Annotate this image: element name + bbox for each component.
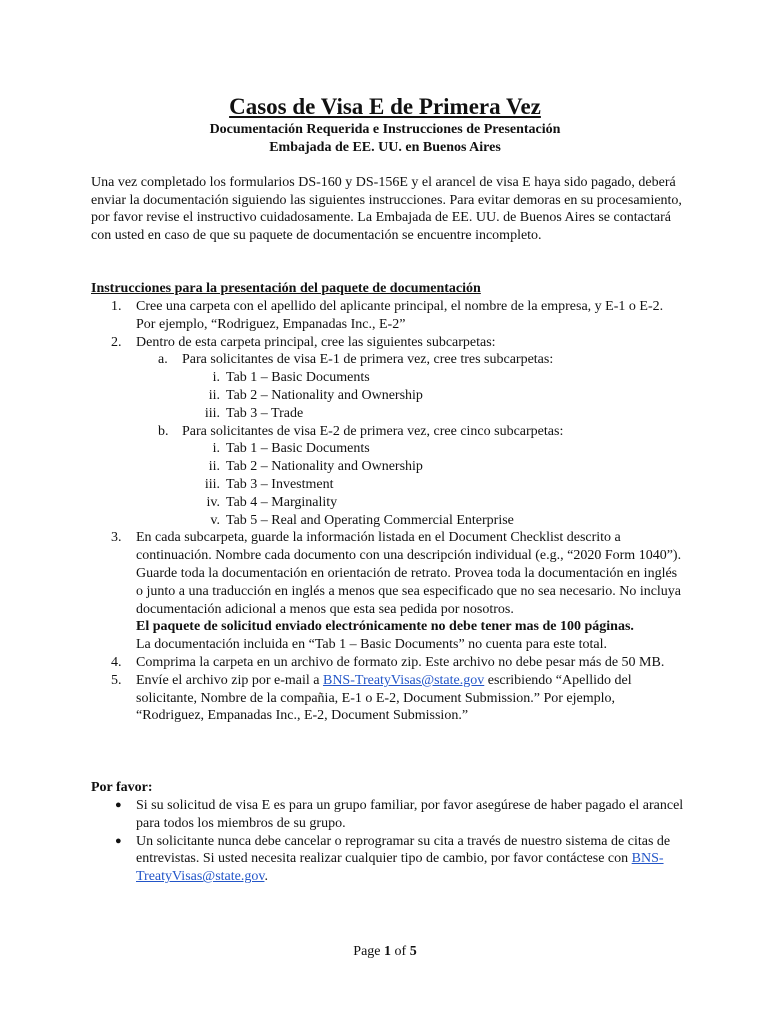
tab-numeral: iii.: [204, 405, 220, 421]
instructions-list: [111, 298, 686, 725]
email-link[interactable]: BNS-TreatyVisas@state.gov: [136, 851, 664, 885]
step-text: Comprima la carpeta en un archivo de formato zip. Este archivo no debe pesar más de 50 MB.: [136, 654, 665, 670]
page-number: 1: [384, 944, 392, 959]
notes-heading: Por favor:: [91, 780, 153, 795]
tab-item: [212, 440, 686, 458]
tab-numeral: iii.: [204, 476, 220, 492]
substep-letter: a.: [158, 352, 168, 368]
bullet-icon: ●: [115, 834, 122, 847]
tab-item: [210, 512, 686, 530]
note-item: [115, 797, 686, 833]
step-number: 4.: [111, 654, 122, 670]
tab-item: [204, 476, 686, 494]
tab-numeral: iv.: [206, 494, 220, 510]
step-5: [111, 672, 686, 725]
tab-item: [208, 458, 686, 476]
tab-item: [204, 405, 686, 423]
page-label: Page: [353, 944, 381, 959]
page-limit-warning: El paquete de solicitud enviado electrónicamente no debe tener mas de 100 páginas.: [136, 619, 634, 635]
step-text-continued: escribiendo “Apellido del solicitante, Nombre de la compañia, E-1 o E-2, Document Submission.” Por ejemplo, “Rodriguez, Empanadas Inc., E-2, Document Submission.”: [136, 672, 632, 724]
substep-letter: b.: [158, 423, 169, 439]
tab-numeral: i.: [212, 370, 220, 386]
step-3: [111, 529, 686, 654]
step-text: Dentro de esta carpeta principal, cree las siguientes subcarpetas:: [136, 334, 496, 350]
tab-label: Tab 1 – Basic Documents: [226, 370, 370, 386]
notes-list: [115, 797, 686, 886]
email-link[interactable]: BNS-TreatyVisas@state.gov: [322, 672, 485, 688]
tab-item: [206, 494, 686, 512]
tab-numeral: ii.: [208, 459, 220, 475]
step-number: 2.: [111, 334, 122, 350]
step-number: 5.: [111, 672, 122, 688]
substep-text: Para solicitantes de visa E-1 de primera vez, cree tres subcarpetas:: [182, 352, 554, 368]
of-label: of: [394, 944, 407, 959]
document-subtitle: Documentación Requerida e Instrucciones de Presentación: [209, 122, 561, 137]
tab-label: Tab 5 – Real and Operating Commercial Enterprise: [226, 512, 514, 528]
tab-label: Tab 4 – Marginality: [226, 494, 338, 510]
step-number: 1.: [111, 299, 122, 314]
step-2: [111, 334, 686, 530]
bullet-icon: ●: [115, 799, 122, 811]
embassy-name: Embajada de EE. UU. en Buenos Aires: [269, 140, 501, 155]
step-text: Cree una carpeta con el apellido del aplicante principal, el nombre de la empresa, y E-1 o E-2. Por ejemplo, “Rodriguez, Empanadas Inc., E-2”: [136, 299, 664, 332]
page-footer: [0, 944, 770, 960]
note-text: Un solicitante nunca debe cancelar o reprogramar su cita a través de nuestro sistema de citas de entrevistas. Si usted necesita realizar cualquier tipo de cambio, por favor contáctese con: [136, 833, 671, 867]
substep-a: [158, 351, 686, 422]
tab-item: [208, 387, 686, 405]
e2-tab-list: [182, 440, 686, 529]
tab-item: [212, 369, 686, 387]
tab-label: Tab 3 – Trade: [226, 405, 304, 421]
tab-label: Tab 2 – Nationality and Ownership: [226, 387, 423, 403]
tab-label: Tab 1 – Basic Documents: [226, 441, 370, 457]
tab-numeral: ii.: [208, 387, 220, 403]
step-4: [111, 654, 686, 672]
substep-b: [158, 423, 686, 530]
note-text-end: .: [264, 869, 268, 885]
instructions-heading: Instrucciones para la presentación del paquete de documentación: [91, 281, 481, 296]
step-number: 3.: [111, 530, 122, 546]
subfolder-list: [136, 351, 686, 529]
note-item: [115, 833, 686, 886]
document-title: Casos de Visa E de Primera Vez: [229, 94, 541, 119]
intro-paragraph: Una vez completado los formularios DS-160 y DS-156E y el arancel de visa E haya sido pagado, deberá enviar la documentación siguiendo las siguientes instrucciones. Para evitar demoras en su procesamiento, por favor revise el instructivo cuidadosamente. La Embajada de EE. UU. de Buenos Aires se contactará con usted en caso de que su paquete de documentación se encuentre incompleto.: [91, 175, 682, 243]
step-1: [111, 298, 686, 334]
page-limit-note: La documentación incluida en “Tab 1 – Basic Documents” no cuenta para este total.: [136, 637, 607, 653]
tab-label: Tab 3 – Investment: [226, 476, 334, 492]
tab-numeral: v.: [210, 512, 220, 528]
e1-tab-list: [182, 369, 686, 422]
tab-numeral: i.: [212, 441, 220, 457]
substep-text: Para solicitantes de visa E-2 de primera vez, cree cinco subcarpetas:: [182, 423, 564, 439]
note-text: Si su solicitud de visa E es para un grupo familiar, por favor asegúrese de haber pagado el arancel para todos los miembros de su grupo.: [136, 798, 684, 831]
step-text: En cada subcarpeta, guarde la información listada en el Document Checklist descrito a continuación. Nombre cada documento con una descripción individual (e.g., “2020 Form 1040”). Guarde toda la documentación en orientación de retrato. Provea toda la documentación en inglés o junto a una traducción en inglés a menos que sea especificado que no sea necesario. No incluya documentación adicional a menos que esta sea pedida por nosotros.: [136, 530, 682, 617]
tab-label: Tab 2 – Nationality and Ownership: [226, 459, 423, 475]
step-text: Envíe el archivo zip por e-mail a: [136, 672, 323, 688]
page-total: 5: [409, 944, 417, 959]
